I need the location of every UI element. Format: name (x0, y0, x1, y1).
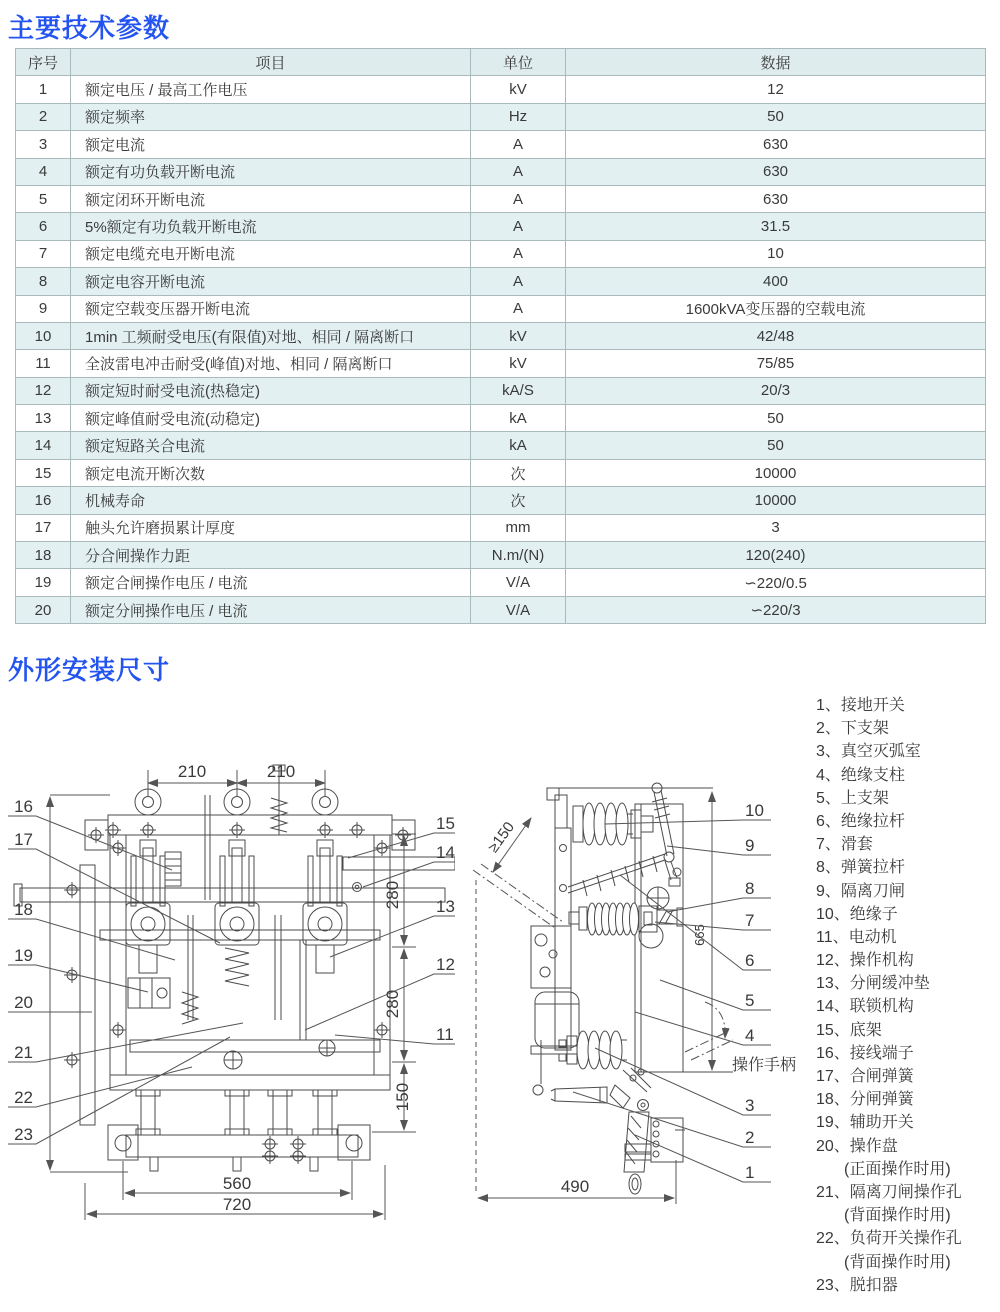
cell-value: 42/48 (566, 322, 986, 349)
table-row (16, 405, 986, 432)
dim-label: 490 (560, 1177, 590, 1196)
front-bottom-dimensions (85, 1161, 385, 1220)
cell-no: 13 (16, 405, 71, 432)
cell-no: 5 (16, 185, 71, 212)
cell-item: 额定合闸操作电压 / 电流 (71, 569, 471, 596)
callout-number: 19 (14, 946, 33, 965)
cell-unit: A (471, 213, 566, 240)
table-row (16, 596, 986, 623)
dim-label: 280 (383, 989, 402, 1019)
cell-value: ∽220/0.5 (566, 569, 986, 596)
cell-no: 16 (16, 487, 71, 514)
cell-value: 3 (566, 514, 986, 541)
cell-value: 10 (566, 240, 986, 267)
dim-label: 280 (383, 880, 402, 910)
side-clearance-dimension (485, 818, 531, 872)
cell-unit: kV (471, 76, 566, 103)
cell-item: 额定峰值耐受电流(动稳定) (71, 405, 471, 432)
cell-value: 10000 (566, 459, 986, 486)
callout-number: 15 (436, 814, 455, 833)
callout-number: 10 (745, 801, 764, 820)
legend-item: 1、接地开关 (816, 697, 905, 714)
cell-no: 1 (16, 76, 71, 103)
cell-no: 15 (16, 459, 71, 486)
cell-value: 1600kVA变压器的空载电流 (566, 295, 986, 322)
dim-label: ≥150 (484, 818, 519, 856)
col-header-no: 序号 (16, 49, 71, 76)
side-view-drawing (455, 740, 810, 1245)
callout-number: 7 (745, 911, 755, 930)
legend-item: 11、电动机 (816, 928, 897, 946)
callout-number: 2 (745, 1128, 755, 1147)
dim-label: 560 (222, 1174, 252, 1193)
cell-unit: mm (471, 514, 566, 541)
table-row (16, 131, 986, 158)
cell-unit: 次 (471, 459, 566, 486)
legend-item: 23、脱扣器 (816, 1276, 898, 1294)
cell-unit: A (471, 158, 566, 185)
legend-item: 15、底架 (816, 1021, 882, 1039)
cell-unit: Hz (471, 103, 566, 130)
cell-no: 7 (16, 240, 71, 267)
side-width-dimension (478, 1160, 676, 1204)
legend-note-line: (背面操作时用) (844, 1207, 951, 1225)
callout-number: 18 (14, 900, 33, 919)
legend-item: 16、接线端子 (816, 1044, 914, 1062)
table-row (16, 213, 986, 240)
callout-number: 9 (745, 836, 755, 855)
cell-item: 触头允许磨损累计厚度 (71, 514, 471, 541)
side-callouts (573, 801, 771, 1182)
callout-number: 3 (745, 1096, 755, 1115)
cell-unit: V/A (471, 569, 566, 596)
side-structure (531, 783, 733, 1194)
callout-number: 22 (14, 1088, 33, 1107)
section-title-dimensions: 外形安装尺寸 (8, 655, 171, 685)
callout-number: 13 (436, 897, 455, 916)
cell-item: 额定分闸操作电压 / 电流 (71, 596, 471, 623)
section-title-parameters: 主要技术参数 (8, 13, 171, 43)
cell-unit: A (471, 240, 566, 267)
cell-no: 2 (16, 103, 71, 130)
front-left-extent (50, 795, 128, 1172)
cell-unit: N.m/(N) (471, 542, 566, 569)
callout-number: 23 (14, 1125, 33, 1144)
legend-item: 20、操作盘 (816, 1137, 898, 1155)
legend-item: 2、下支架 (816, 720, 889, 738)
cell-no: 18 (16, 542, 71, 569)
cell-item: 机械寿命 (71, 487, 471, 514)
legend-note-line: (背面操作时用) (844, 1253, 951, 1271)
cell-item: 5%额定有功负载开断电流 (71, 213, 471, 240)
dim-label: 665 (692, 924, 707, 946)
callout-number: 21 (14, 1043, 33, 1062)
cell-value: 630 (566, 185, 986, 212)
cell-value: 31.5 (566, 213, 986, 240)
cell-item: 1min 工频耐受电压(有限值)对地、相同 / 隔离断口 (71, 322, 471, 349)
table-row (16, 350, 986, 377)
cell-value: 50 (566, 405, 986, 432)
table-row (16, 268, 986, 295)
parts-legend (816, 694, 1000, 1297)
cell-no: 14 (16, 432, 71, 459)
legend-item: 6、绝缘拉杆 (816, 812, 905, 830)
legend-item: 21、隔离刀闸操作孔 (816, 1183, 962, 1201)
col-header-unit: 单位 (471, 49, 566, 76)
cell-value: 75/85 (566, 350, 986, 377)
table-row (16, 377, 986, 404)
cell-no: 8 (16, 268, 71, 295)
table-row (16, 514, 986, 541)
callout-number: 1 (745, 1163, 755, 1182)
front-pole-assemblies (126, 840, 347, 1024)
dim-label: 210 (266, 762, 296, 781)
cell-unit: kA (471, 405, 566, 432)
dim-label: 720 (222, 1195, 252, 1214)
table-row (16, 487, 986, 514)
cell-item: 额定电流 (71, 131, 471, 158)
table-row (16, 240, 986, 267)
legend-note-line: (正面操作时用) (844, 1160, 951, 1178)
cell-unit: A (471, 131, 566, 158)
cell-item: 额定闭环开断电流 (71, 185, 471, 212)
legend-item: 19、辅助开关 (816, 1114, 914, 1132)
front-view-drawing (0, 740, 462, 1245)
table-row (16, 158, 986, 185)
legend-item: 8、弹簧拉杆 (816, 859, 905, 877)
table-row (16, 569, 986, 596)
cell-no: 19 (16, 569, 71, 596)
table-row (16, 185, 986, 212)
cell-item: 全波雷电冲击耐受(峰值)对地、相同 / 隔离断口 (71, 350, 471, 377)
callout-number: 17 (14, 830, 33, 849)
cell-item: 额定电压 / 最高工作电压 (71, 76, 471, 103)
legend-item: 10、绝缘子 (816, 905, 898, 923)
table-header-row (16, 49, 986, 76)
cell-item: 额定短时耐受电流(热稳定) (71, 377, 471, 404)
cell-no: 3 (16, 131, 71, 158)
legend-item: 3、真空灭弧室 (816, 743, 921, 761)
table-row (16, 432, 986, 459)
front-right-dimensions (372, 834, 416, 1132)
cell-value: 20/3 (566, 377, 986, 404)
cell-no: 4 (16, 158, 71, 185)
cell-unit: kA/S (471, 377, 566, 404)
legend-item: 22、负荷开关操作孔 (816, 1230, 962, 1248)
cell-value: 10000 (566, 487, 986, 514)
table-row (16, 542, 986, 569)
cell-value: 630 (566, 131, 986, 158)
dim-label: 210 (177, 762, 207, 781)
callout-number: 6 (745, 951, 755, 970)
cell-value: 50 (566, 103, 986, 130)
callout-number: 12 (436, 955, 455, 974)
cell-value: ∽220/3 (566, 596, 986, 623)
cell-no: 10 (16, 322, 71, 349)
cell-unit: kV (471, 350, 566, 377)
cell-item: 额定电流开断次数 (71, 459, 471, 486)
col-header-item: 项目 (71, 49, 471, 76)
legend-item: 14、联锁机构 (816, 998, 914, 1016)
callout-number: 14 (436, 843, 455, 862)
cell-unit: V/A (471, 596, 566, 623)
cell-no: 17 (16, 514, 71, 541)
cell-unit: A (471, 295, 566, 322)
cell-no: 9 (16, 295, 71, 322)
legend-item: 17、合闸弹簧 (816, 1068, 914, 1085)
callout-number: 5 (745, 991, 755, 1010)
spec-table (15, 48, 986, 624)
side-height-dimension (692, 792, 712, 1070)
spec-table-body (16, 76, 986, 624)
cell-value: 630 (566, 158, 986, 185)
callout-number: 16 (14, 797, 33, 816)
handle-label: 操作手柄 (732, 1057, 797, 1074)
table-row (16, 459, 986, 486)
col-header-value: 数据 (566, 49, 986, 76)
cell-item: 额定电容开断电流 (71, 268, 471, 295)
front-base (108, 1090, 370, 1171)
cell-no: 12 (16, 377, 71, 404)
cell-value: 12 (566, 76, 986, 103)
callout-number: 11 (436, 1025, 454, 1044)
callout-number: 20 (14, 993, 33, 1012)
cell-no: 6 (16, 213, 71, 240)
legend-item: 4、绝缘支柱 (816, 766, 905, 784)
cell-unit: kV (471, 322, 566, 349)
cell-unit: A (471, 185, 566, 212)
callout-number: 8 (745, 879, 755, 898)
cell-value: 50 (566, 432, 986, 459)
legend-item: 7、滑套 (816, 836, 873, 854)
cell-unit: 次 (471, 487, 566, 514)
cell-item: 额定有功负载开断电流 (71, 158, 471, 185)
legend-item: 18、分闸弹簧 (816, 1091, 914, 1109)
cell-item: 额定短路关合电流 (71, 432, 471, 459)
dim-label: 150 (393, 1082, 412, 1112)
cell-value: 400 (566, 268, 986, 295)
legend-item: 13、分闸缓冲垫 (816, 975, 930, 993)
front-top-dimensions (148, 762, 325, 796)
cell-item: 额定电缆充电开断电流 (71, 240, 471, 267)
table-row (16, 103, 986, 130)
legend-item: 9、隔离刀闸 (816, 882, 905, 900)
cell-value: 120(240) (566, 542, 986, 569)
table-row (16, 322, 986, 349)
table-row (16, 76, 986, 103)
cell-item: 分合闸操作力距 (71, 542, 471, 569)
cell-no: 11 (16, 350, 71, 377)
legend-item: 5、上支架 (816, 789, 889, 807)
cell-unit: kA (471, 432, 566, 459)
cell-no: 20 (16, 596, 71, 623)
legend-item: 12、操作机构 (816, 952, 914, 970)
cell-unit: A (471, 268, 566, 295)
cell-item: 额定频率 (71, 103, 471, 130)
table-row (16, 295, 986, 322)
callout-number: 4 (745, 1026, 755, 1045)
cell-item: 额定空载变压器开断电流 (71, 295, 471, 322)
